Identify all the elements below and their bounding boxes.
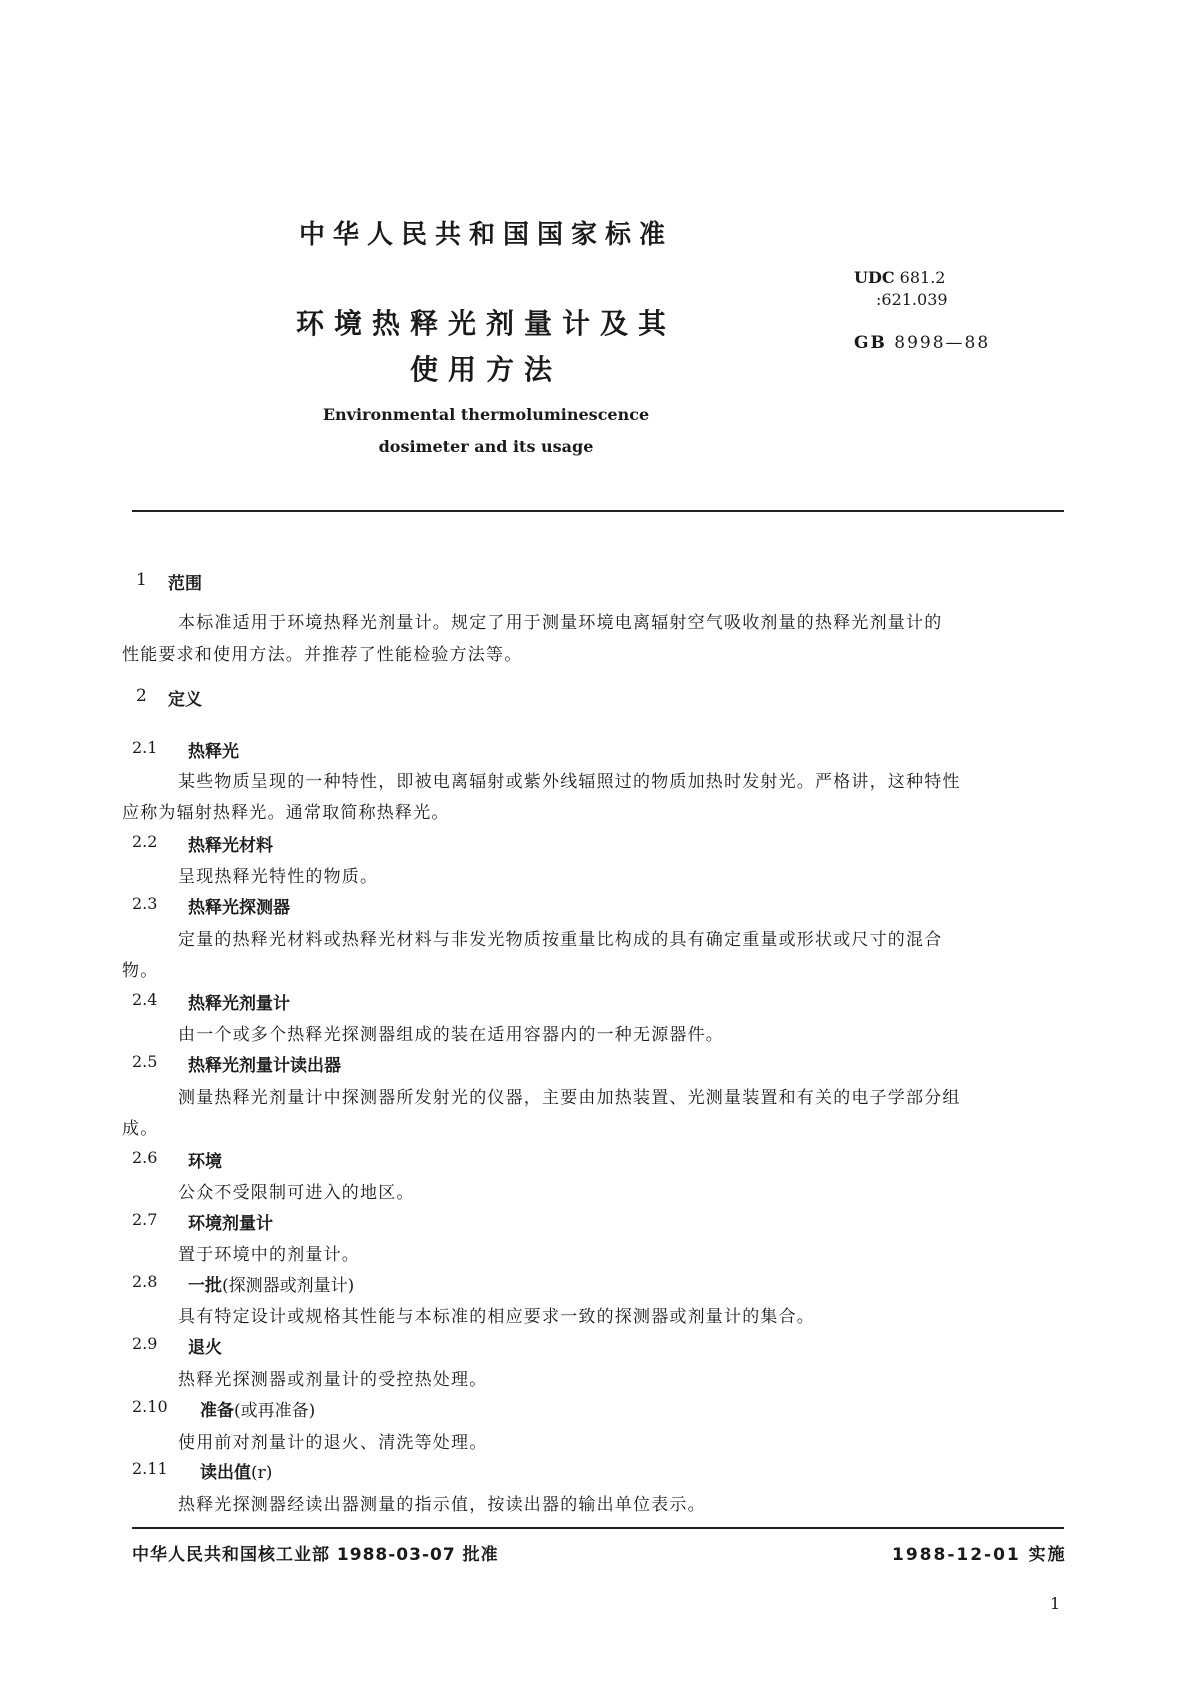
issuing-body: 中华人民共和国国家标准: [298, 220, 673, 250]
section-number: 2: [136, 686, 147, 706]
paragraph-line: 呈现热释光特性的物质。: [178, 867, 379, 887]
clause-number: 2.2: [132, 832, 158, 851]
clause-title: 热释光材料: [188, 836, 273, 856]
gb-label: GB: [854, 333, 887, 353]
english-title-line-1: Environmental thermoluminescence: [322, 405, 650, 424]
clause-number: 2.10: [132, 1397, 168, 1416]
clause-number: 2.11: [132, 1459, 168, 1478]
paragraph-line: 热释光探测器或剂量计的受控热处理。: [178, 1370, 488, 1390]
clause-number: 2.4: [132, 990, 158, 1009]
paragraph-line: 应称为辐射热释光。通常取简称热释光。: [122, 803, 450, 823]
clause-title: 热释光剂量计读出器: [188, 1056, 341, 1076]
clause-number: 2.6: [132, 1148, 158, 1167]
clause-title-suffix: (r): [251, 1463, 273, 1483]
clause-title: [200, 1458, 272, 1483]
section-title: 定义: [168, 690, 202, 710]
gb-value: 8998—88: [894, 333, 991, 353]
clause-number: 2.9: [132, 1334, 158, 1353]
clause-title-text: 一批: [188, 1276, 222, 1296]
section-title: 范围: [168, 574, 202, 594]
paragraph-line: 置于环境中的剂量计。: [178, 1245, 360, 1265]
paragraph-line: 使用前对剂量计的退火、清洗等处理。: [178, 1433, 488, 1453]
paragraph-line: 物。: [122, 961, 159, 981]
paragraph-line: 成。: [122, 1119, 159, 1139]
paragraph-line: 性能要求和使用方法。并推荐了性能检验方法等。: [122, 645, 523, 665]
paragraph-line: 具有特定设计或规格其性能与本标准的相应要求一致的探测器或剂量计的集合。: [178, 1307, 815, 1327]
clause-title: 热释光剂量计: [188, 994, 290, 1014]
clause-title-suffix: (或再准备): [234, 1401, 316, 1421]
english-title-line-2: dosimeter and its usage: [378, 437, 594, 456]
clause-number: 2.8: [132, 1272, 158, 1291]
clause-title: 退火: [188, 1338, 222, 1358]
paragraph-line: 定量的热释光材料或热释光材料与非发光物质按重量比构成的具有确定重量或形状或尺寸的混合: [178, 930, 943, 950]
top-divider: [132, 510, 1064, 512]
paragraph-line: 某些物质呈现的一种特性，即被电离辐射或紫外线辐照过的物质加热时发射光。严格讲，这种特性: [178, 772, 961, 792]
clause-title: 热释光探测器: [188, 898, 290, 918]
title-line-1: 环境热释光剂量计及其: [295, 307, 676, 340]
paragraph-line: 由一个或多个热释光探测器组成的装在适用容器内的一种无源器件。: [178, 1025, 724, 1045]
page-number: 1: [1050, 1594, 1061, 1613]
bottom-divider: [132, 1527, 1064, 1529]
udc-code-continued: :621.039: [876, 290, 948, 309]
clause-title-text: 准备: [200, 1401, 234, 1421]
gb-standard-number: [854, 333, 990, 353]
title-line-2: 使用方法: [409, 353, 562, 386]
udc-label: UDC: [854, 268, 895, 287]
clause-title: 环境剂量计: [188, 1214, 273, 1234]
clause-number: 2.5: [132, 1052, 158, 1071]
paragraph-line: 测量热释光剂量计中探测器所发射光的仪器，主要由加热装置、光测量装置和有关的电子学部分组: [178, 1088, 961, 1108]
clause-title: [200, 1396, 315, 1421]
clause-title: 热释光: [188, 742, 239, 762]
paragraph-line: 本标准适用于环境热释光剂量计。规定了用于测量环境电离辐射空气吸收剂量的热释光剂量计的: [178, 613, 943, 633]
clause-number: 2.1: [132, 738, 158, 757]
udc-value: 681.2: [899, 268, 946, 287]
clause-title: [188, 1271, 354, 1296]
udc-code: [854, 268, 945, 287]
section-number: 1: [136, 570, 147, 590]
paragraph-line: 公众不受限制可进入的地区。: [178, 1183, 415, 1203]
clause-title-suffix: (探测器或剂量计): [222, 1276, 355, 1296]
clause-number: 2.7: [132, 1210, 158, 1229]
implementation-date: 1988-12-01 实施: [892, 1545, 1067, 1565]
clause-title: 环境: [188, 1152, 222, 1172]
clause-number: 2.3: [132, 894, 158, 913]
paragraph-line: 热释光探测器经读出器测量的指示值，按读出器的输出单位表示。: [178, 1495, 706, 1515]
clause-title-text: 读出值: [200, 1463, 251, 1483]
approval-line: 中华人民共和国核工业部 1988-03-07 批准: [132, 1545, 499, 1565]
